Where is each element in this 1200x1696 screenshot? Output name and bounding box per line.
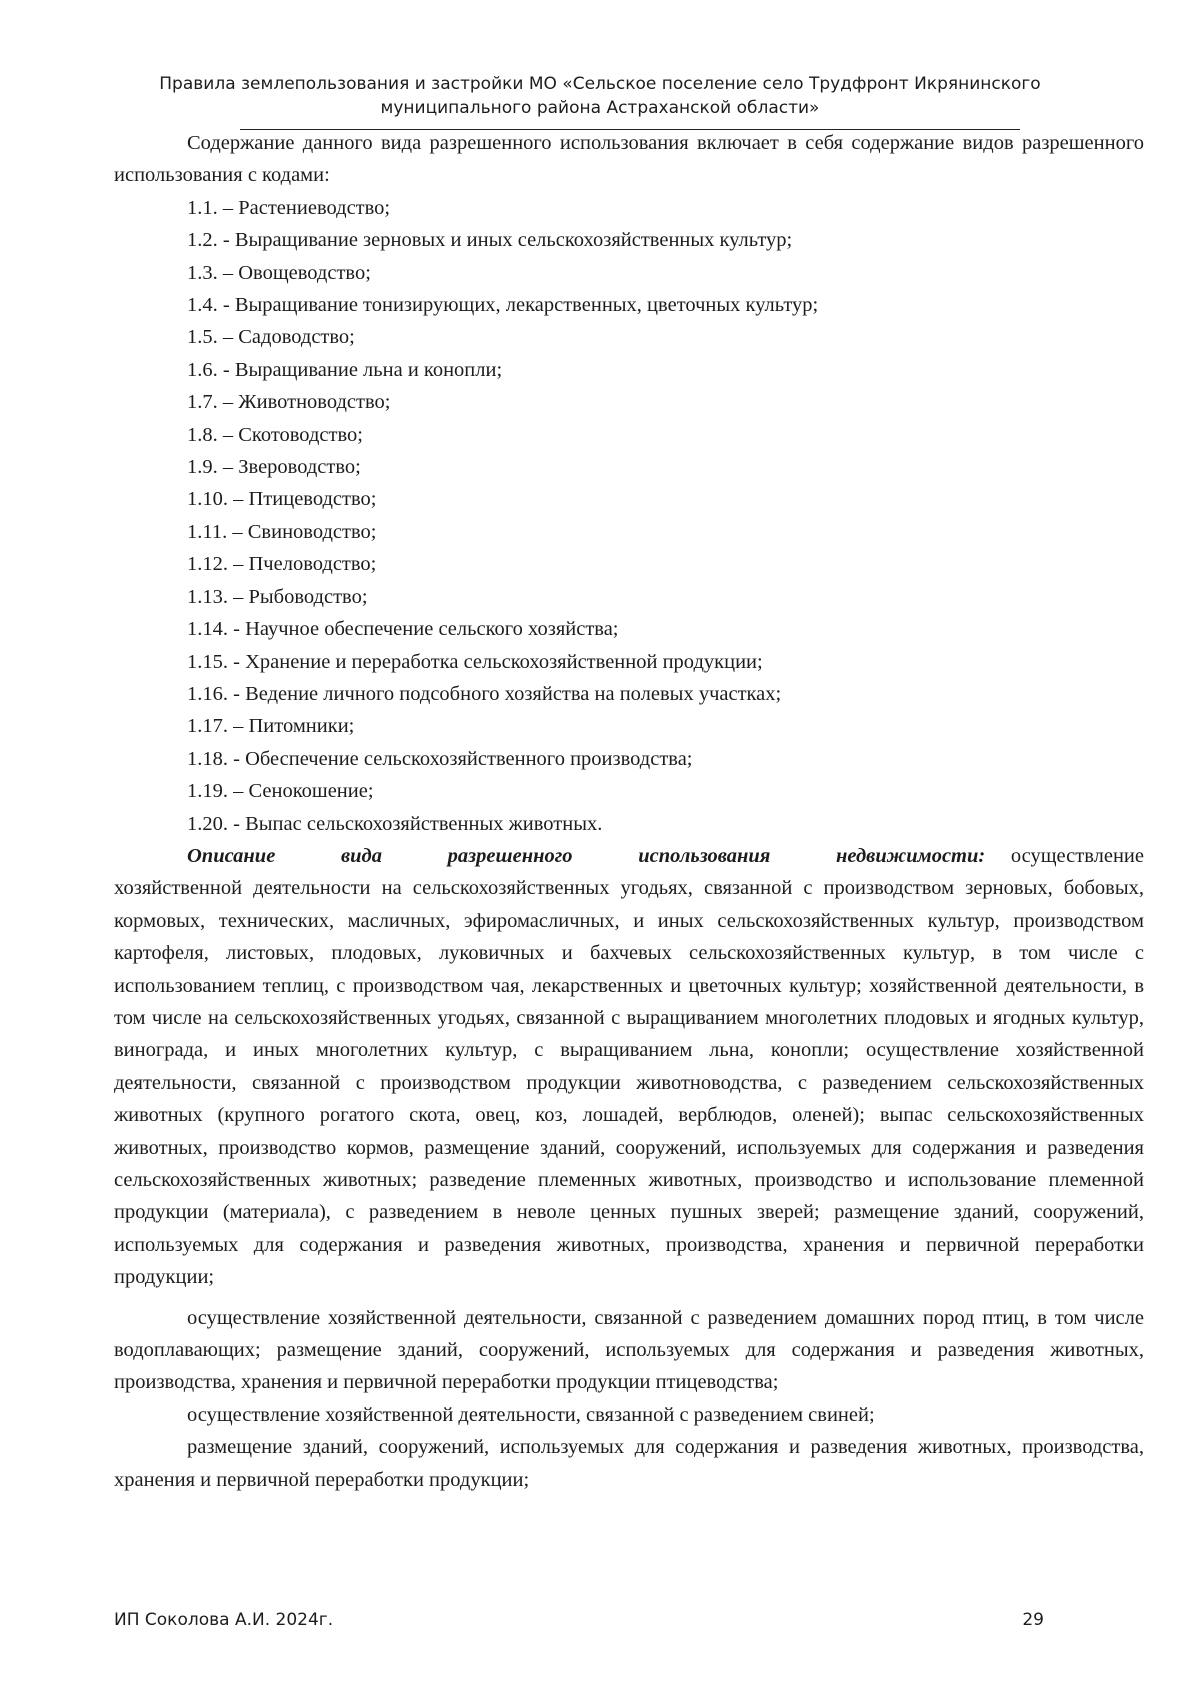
list-item: 1.19. – Сенокошение; (187, 780, 374, 803)
list-item: 1.3. – Овощеводство; (187, 261, 371, 284)
list-item: 1.15. - Хранение и переработка сельскохозяйственной продукции; (187, 650, 763, 673)
intro-paragraph: Содержание данного вида разрешенного использования включает в себя содержание видов разрешенного использования с кодами: (114, 132, 1144, 187)
header-title-line-2: муниципального района Астраханской области» (380, 98, 820, 118)
paragraph-poultry: осуществление хозяйственной деятельности, связанной с разведением домашних пород птиц, в том числе водоплавающих; размещение зданий, сооружений, используемых для содержания и разведения животных, производства, хранения и первичной переработки продукции птицеводства; (114, 1306, 1144, 1394)
list-item: 1.11. – Свиноводство; (187, 520, 377, 543)
list-item: 1.10. – Птицеводство; (187, 488, 377, 511)
description-text: осуществление хозяйственной деятельности на сельскохозяйственных угодьях, связанной с производством зерновых, бобовых, кормовых, технических, масличных, эфиромасличных, и иных сельскохозяйственных культур, производством картофеля, листовых, плодовых, луковичных и бахчевых сельскохозяйственных культур, в том числе с использованием теплиц, с производством чая, лекарственных и цветочных культур; хозяйственной деятельности, в том числе на сельскохозяйственных угодьях, связанной с выращиванием многолетних плодовых и ягодных культур, винограда, и иных многолетних культур, с выращиванием льна, конопли; осуществление хозяйственной деятельности, связанной с производством продукции животноводства, с разведением сельскохозяйственных животных (крупного рогатого скота, овец, коз, лошадей, верблюдов, оленей); выпас сельскохозяйственных животных, производство кормов, размещение зданий, сооружений, используемых для содержания и разведения сельскохозяйственных животных; разведение племенных животных, производство и использование племенной продукции (материала), с разведением в неволе ценных пушных зверей; размещение зданий, сооружений, используемых для содержания и разведения животных, производства, хранения и первичной переработки продукции; (114, 844, 1144, 1289)
document-body (114, 127, 1144, 1496)
list-item: 1.13. – Рыбоводство; (187, 585, 368, 608)
list-item: 1.1. – Растениеводство; (187, 196, 391, 219)
list-item: 1.16. - Ведение личного подсобного хозяйства на полевых участках; (187, 682, 782, 705)
paragraph-pigs: осуществление хозяйственной деятельности, связанной с разведением свиней; (187, 1403, 875, 1426)
paragraph-buildings: размещение зданий, сооружений, используемых для содержания и разведения животных, производства, хранения и первичной переработки продукции; (114, 1436, 1144, 1491)
list-item: 1.8. – Скотоводство; (187, 423, 363, 446)
list-item: 1.17. – Питомники; (187, 715, 355, 738)
page-header (150, 72, 1050, 120)
list-item: 1.9. – Звероводство; (187, 456, 361, 479)
list-item: 1.20. - Выпас сельскохозяйственных животных. (187, 812, 603, 835)
list-item: 1.2. - Выращивание зерновых и иных сельскохозяйственных культур; (187, 229, 793, 252)
header-title-line-1: Правила землепользования и застройки МО «Сельское поселение село Трудфронт Икрянинского (159, 74, 1041, 94)
list-item: 1.14. - Научное обеспечение сельского хозяйства; (187, 618, 619, 641)
description-term: Описание вида разрешенного использования недвижимости: (187, 844, 986, 867)
page-number: 29 (1022, 1610, 1044, 1630)
list-item: 1.12. – Пчеловодство; (187, 553, 377, 576)
list-item: 1.7. – Животноводство; (187, 391, 391, 414)
list-item: 1.18. - Обеспечение сельскохозяйственного производства; (187, 747, 693, 770)
list-item: 1.6. - Выращивание льна и конопли; (187, 358, 503, 381)
footer-author: ИП Соколова А.И. 2024г. (114, 1610, 334, 1630)
description-paragraph (114, 840, 1144, 1294)
list-item: 1.5. – Садоводство; (187, 326, 355, 349)
use-codes-list (114, 192, 1144, 840)
list-item: 1.4. - Выращивание тонизирующих, лекарственных, цветочных культур; (187, 294, 819, 317)
